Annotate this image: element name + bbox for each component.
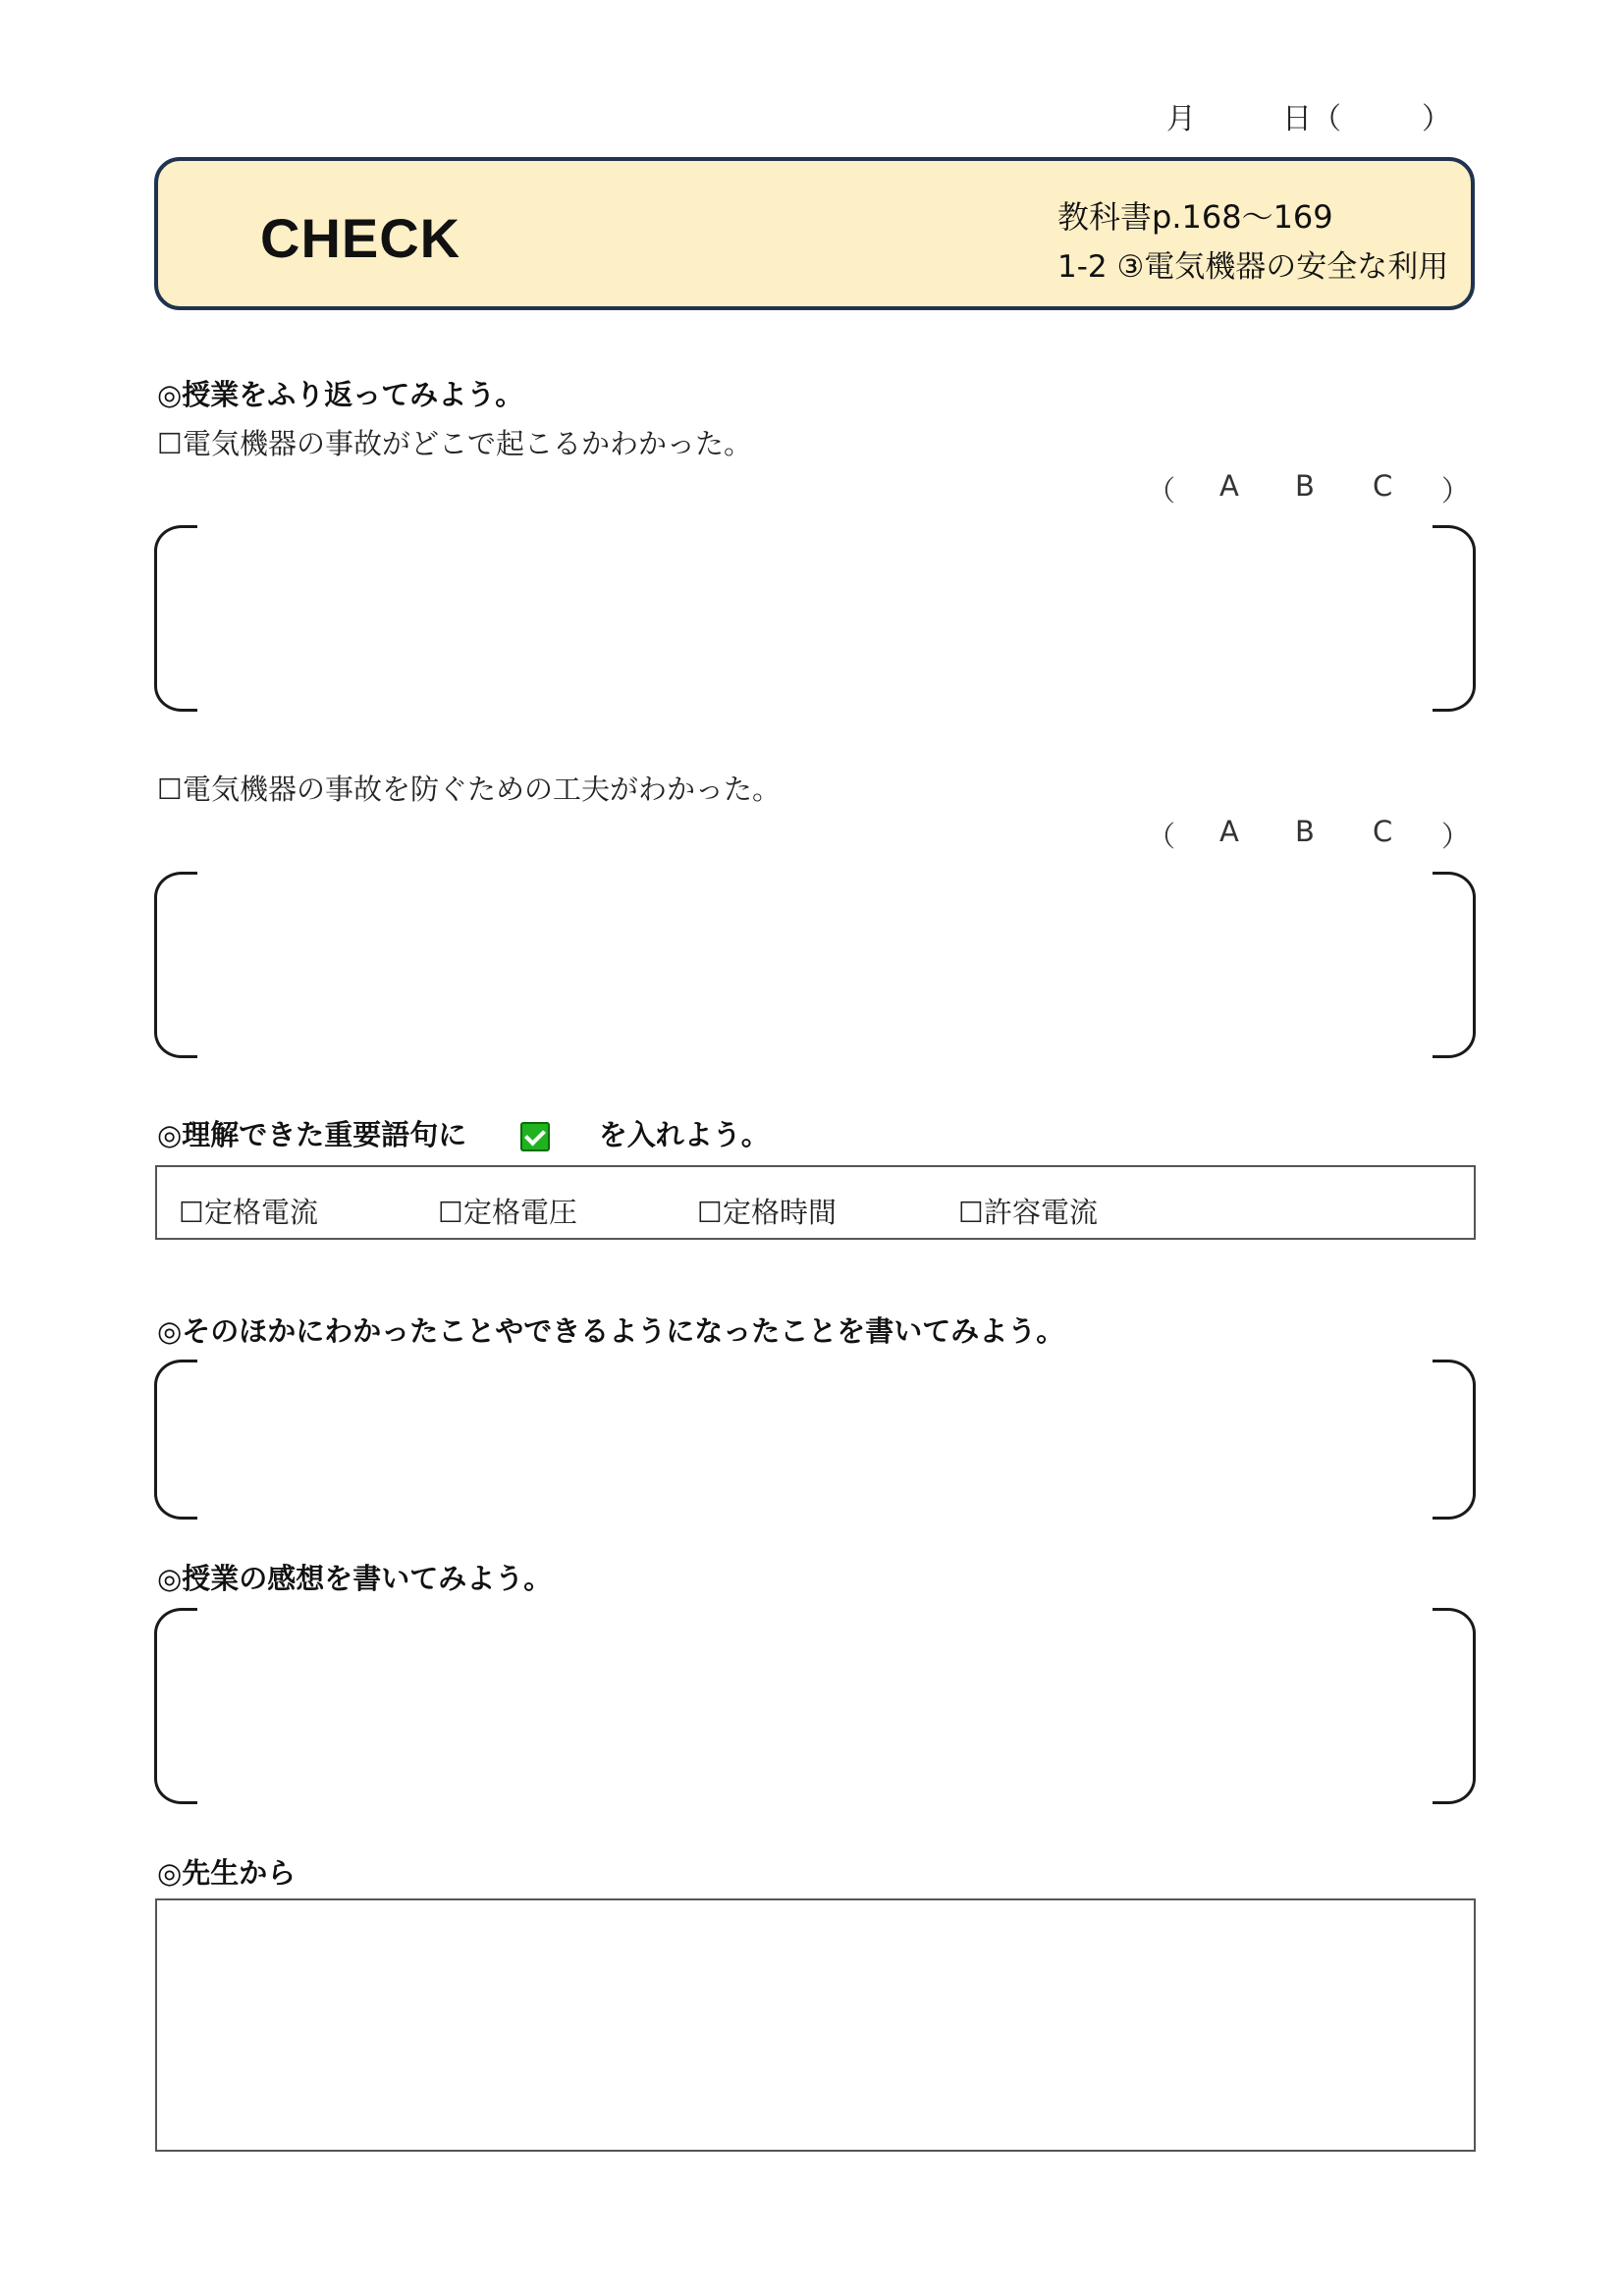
rating-a[interactable]: A [1219,815,1239,848]
rating-c[interactable]: C [1373,469,1393,503]
rating-close-paren: ） [1441,820,1471,853]
term-item[interactable]: ☐定格電流 [179,1196,318,1229]
rating-open-paren: （ [1147,820,1176,853]
impression-answer-box[interactable] [154,1608,1476,1804]
review-item-1[interactable]: ☐電気機器の事故がどこで起こるかわかった。 [157,427,752,460]
term-item[interactable]: ☐定格電圧 [438,1196,577,1229]
teacher-comment-box [155,1898,1476,2152]
rating-b[interactable]: B [1295,469,1315,503]
header-box [154,157,1475,310]
answer-box-2[interactable] [154,872,1476,1058]
teacher-heading: ◎先生から [157,1856,297,1890]
check-icon [520,1122,550,1151]
rating-open-paren: （ [1147,474,1176,507]
terms-heading [157,1113,770,1153]
unit-title: 1-2 ③電気機器の安全な利用 [1057,249,1449,285]
textbook-reference: 教科書p.168～169 [1057,198,1333,236]
other-answer-box[interactable] [154,1360,1476,1520]
review-heading: ◎授業をふり返ってみよう。 [157,378,524,411]
rating-row-1 [0,469,1623,508]
rating-a[interactable]: A [1219,469,1239,503]
date-month-label: 月 [1166,102,1196,136]
term-item[interactable]: ☐許容電流 [958,1196,1098,1229]
rating-close-paren: ） [1441,474,1471,507]
terms-heading-text: ◎理解できた重要語句に [157,1118,467,1151]
page-title: CHECK [260,207,461,269]
rating-b[interactable]: B [1295,815,1315,848]
review-item-2[interactable]: ☐電気機器の事故を防ぐための工夫がわかった。 [157,773,781,806]
rating-c[interactable]: C [1373,815,1393,848]
other-heading: ◎そのほかにわかったことやできるようになったことを書いてみよう。 [157,1314,1065,1348]
terms-box [155,1165,1476,1240]
terms-heading-suffix: を入れよう。 [598,1118,770,1151]
date-day-label: 日（ [1282,102,1341,136]
rating-row-2 [0,815,1623,854]
impression-heading: ◎授業の感想を書いてみよう。 [157,1562,553,1595]
date-close-paren: ） [1422,102,1451,136]
term-item[interactable]: ☐定格時間 [697,1196,837,1229]
answer-box-1[interactable] [154,525,1476,712]
